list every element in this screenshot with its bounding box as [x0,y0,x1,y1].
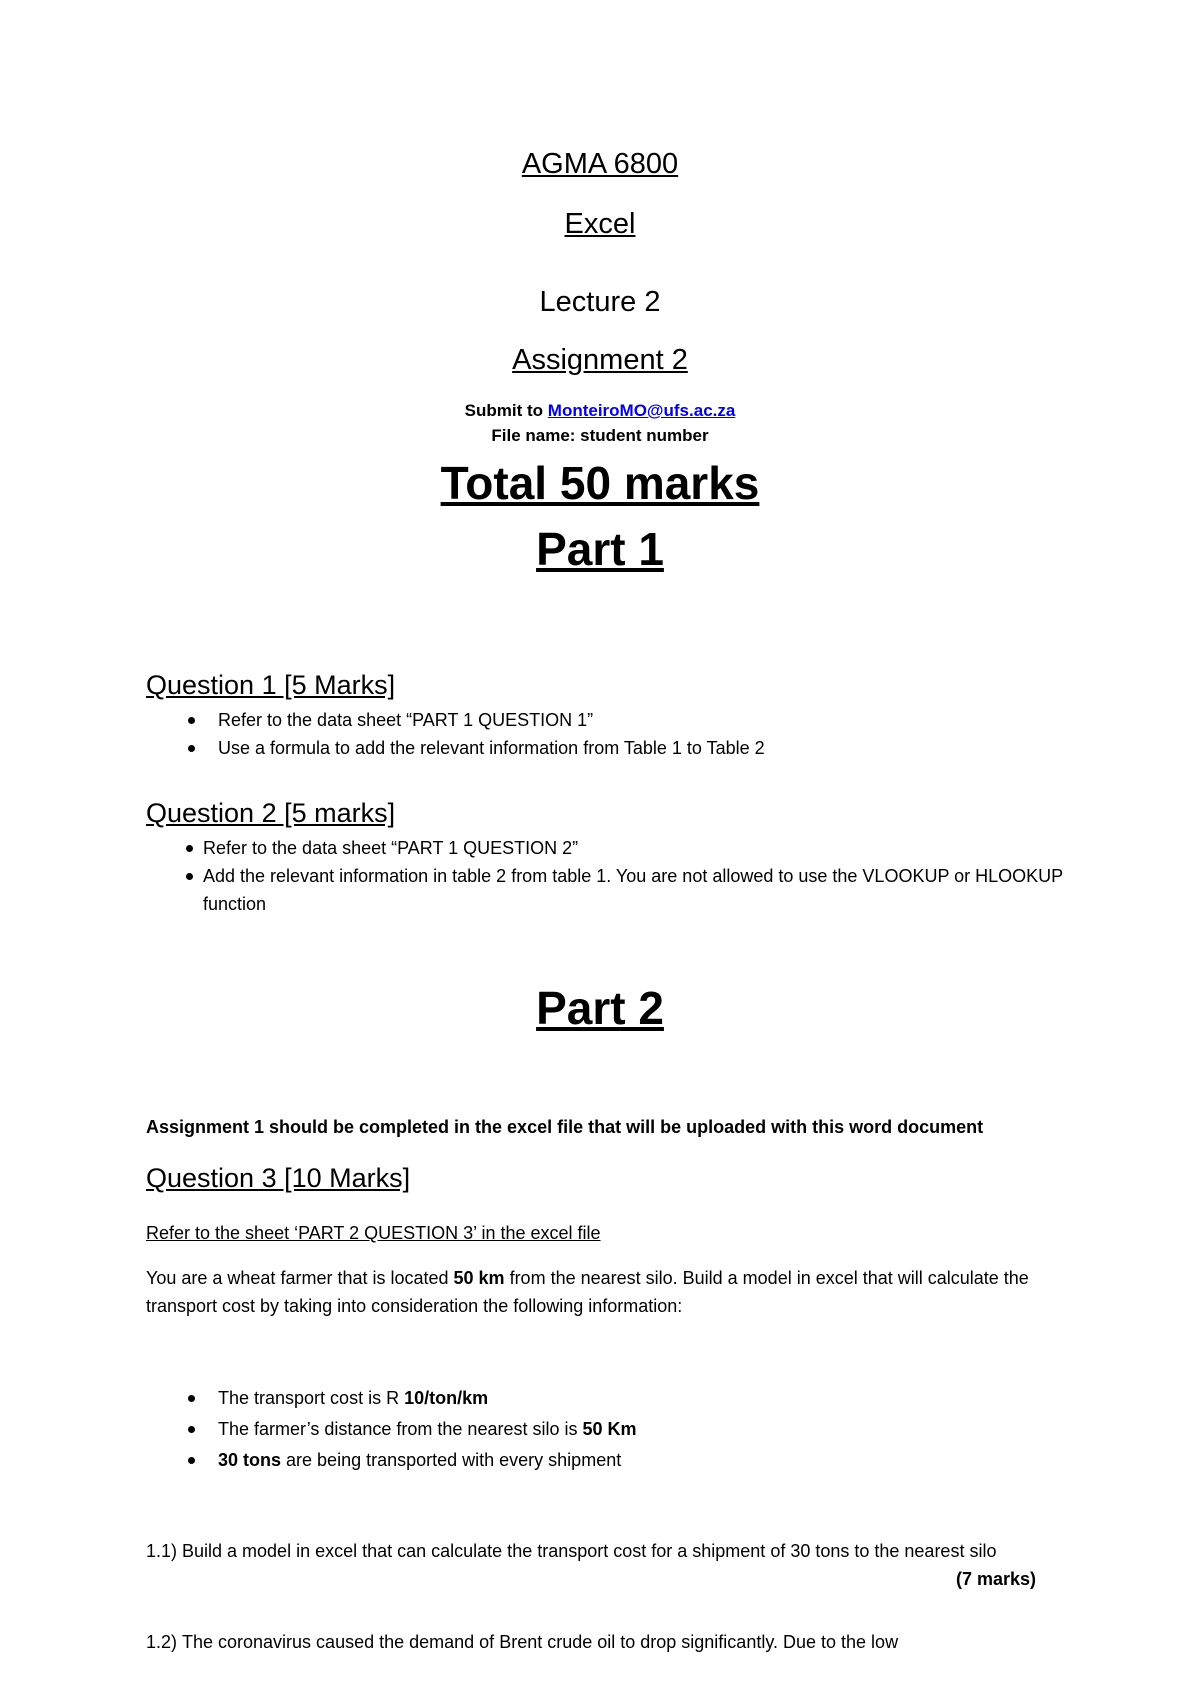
bullet-value: 10/ton/km [404,1388,489,1408]
subquestion-text: The coronavirus caused the demand of Brent crude oil to drop significantly. Due to the low [182,1632,899,1652]
part1-heading: Part 1 [536,523,664,575]
bullet-icon [186,873,193,880]
part2-intro: Assignment 1 should be completed in the excel file that will be uploaded with this word document [146,1117,984,1137]
submit-line [0,399,1200,423]
assignment-title: Assignment 2 [512,344,688,376]
list-item [218,1384,1118,1415]
question3-bullet-list [218,1384,1118,1477]
question3-sheet-reference: Refer to the sheet ‘PART 2 QUESTION 3’ in the excel file [146,1223,601,1243]
bullet-text: Add the relevant information in table 2 from table 1. You are not allowed to use the VLOOKUP or HLOOKUP function [203,866,1063,914]
question3-heading: Question 3 [10 Marks] [146,1163,411,1193]
bullet-icon [188,745,195,752]
list-item [218,1446,1118,1477]
subquestion-number: 1.2) [146,1632,178,1652]
bullet-text: are being transported with every shipment [281,1450,622,1470]
list-item [218,1415,1118,1446]
bullet-text: Refer to the data sheet “PART 1 QUESTION 2” [203,838,579,858]
desc-distance: 50 km [453,1268,505,1288]
total-marks-heading: Total 50 marks [440,457,760,509]
bullet-text: Use a formula to add the relevant information from Table 1 to Table 2 [218,738,765,758]
question3-description [146,1264,1066,1320]
desc-text: from the nearest silo. Build a model in excel that will calculate the transport cost by taking into consideration the following information: [146,1268,1029,1316]
bullet-icon [188,1426,195,1433]
subquestion-number: 1.1) [146,1541,178,1561]
bullet-text: Refer to the data sheet “PART 1 QUESTION 1” [218,710,594,730]
question2-bullet-list [203,834,1063,918]
question1-heading: Question 1 [5 Marks] [146,670,396,700]
subquestion-1-2 [146,1628,1066,1658]
bullet-icon [188,717,195,724]
bullet-icon [188,1457,195,1464]
bullet-icon [186,845,193,852]
subquestion-marks: (7 marks) [955,1569,1036,1589]
question2-heading: Question 2 [5 marks] [146,798,396,828]
course-code-title: AGMA 6800 [521,148,679,180]
subquestion-text: Build a model in excel that can calculate the transport cost for a shipment of 30 tons to the nearest silo [182,1541,997,1561]
subject-title: Excel [564,208,636,240]
bullet-text: The farmer’s distance from the nearest silo is [218,1419,583,1439]
lecture-title: Lecture 2 [539,286,661,318]
list-item [218,706,1118,734]
desc-text: You are a wheat farmer that is located [146,1268,454,1288]
bullet-icon [188,1395,195,1402]
submit-prefix: Submit to [464,401,548,420]
subquestion-1-1 [146,1537,1066,1597]
file-name-line: File name: student number [491,426,709,445]
bullet-value: 30 tons [218,1450,282,1470]
bullet-text: The transport cost is R [218,1388,405,1408]
bullet-value: 50 Km [582,1419,637,1439]
list-item [203,834,1063,862]
email-link[interactable]: MonteiroMO@ufs.ac.za [547,401,736,420]
list-item [218,734,1118,762]
question1-bullet-list [218,706,1118,762]
list-item [203,862,1063,918]
part2-heading: Part 2 [536,982,664,1034]
